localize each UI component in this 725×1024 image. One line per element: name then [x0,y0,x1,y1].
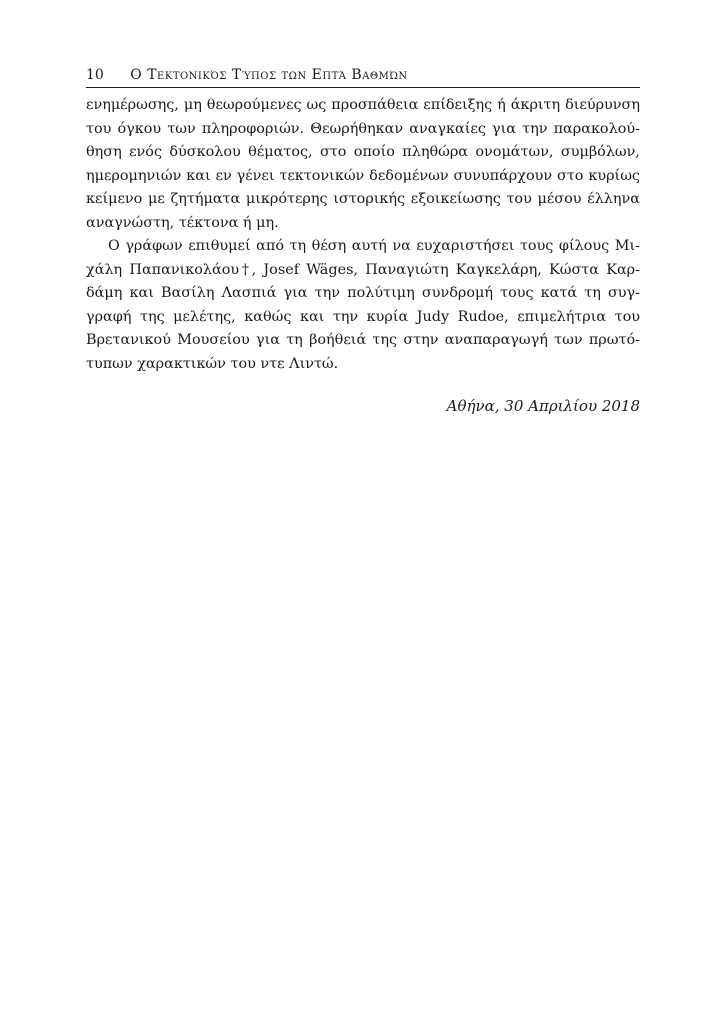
text-line: κείμενο με ζητήματα μικρότερης ιστορικής εξοικείωσης του μέσου έλληνα [86,191,640,207]
text-line: τυπων χαρακτικών του ντε Λιντώ. [86,355,339,372]
text-line: αναγνώστη, τέκτονα ή μη. [86,214,279,231]
text-line: γραφή της μελέτης, καθώς και την κυρία Judy Rudoe, επιμελήτρια του [86,308,640,325]
running-title: Ο Τεκτονικός Τύπος των Επτά Βαθμών [130,67,408,83]
text-line: Βρετανικού Μουσείου για τη βοήθειά της στην αναπαραγωγή των πρωτό- [86,332,640,348]
text-line: ημερομηνιών και εν γένει τεκτονικών δεδομένων συνυπάρχουν στο κυρίως [86,167,640,184]
text-line: του όγκου των πληροφοριών. Θεωρήθηκαν αναγκαίες για την παρακολού- [86,120,640,137]
page-number: 10 [86,67,104,83]
text-line: Ο γράφων επιθυμεί από τη θέση αυτή να ευχαριστήσει τους φίλους Μι- [108,238,640,254]
text-line: χάλη Παπανικολάου†, Josef Wäges, Παναγιώτη Καγκελάρη, Κώστα Καρ- [86,261,640,278]
place-date-signoff: Αθήνα, 30 Απριλίου 2018 [446,397,640,415]
paragraph-acknowledgements [86,235,640,376]
body-text [86,94,640,376]
paragraph-continuation [86,94,640,235]
text-line: θηση ενός δύσκολου θέματος, στο οποίο πληθώρα ονομάτων, συμβόλων, [86,144,640,160]
text-line: ενημέρωσης, μη θεωρούμενες ως προσπάθεια επίδειξης ή άκριτη διεύρυνση [86,97,640,113]
running-header [86,66,638,84]
text-line: δάμη και Βασίλη Λασπιά για την πολύτιμη συνδρομή τους κατά τη συγ- [86,285,640,301]
header-rule [86,87,640,88]
